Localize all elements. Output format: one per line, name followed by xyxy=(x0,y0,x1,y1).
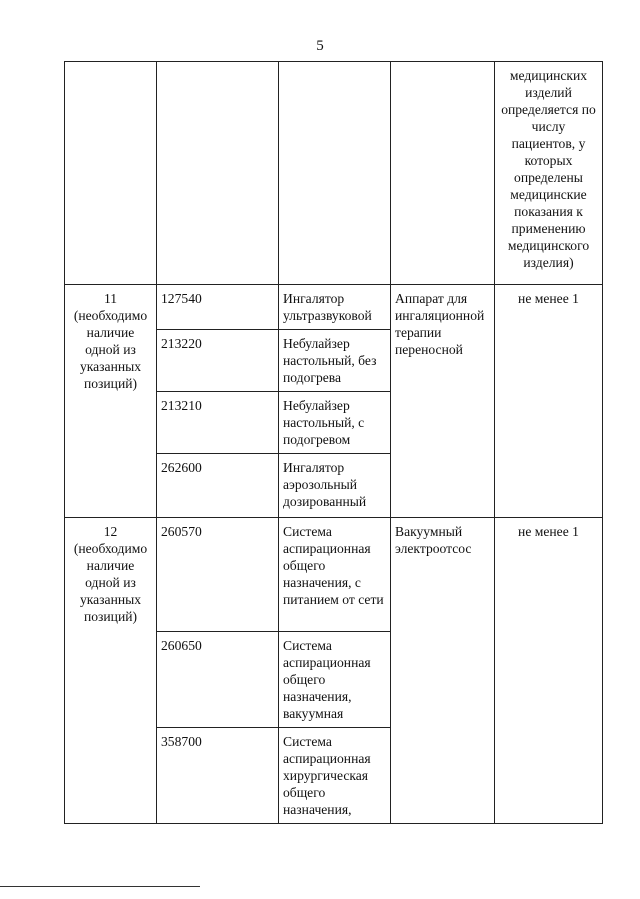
cell-empty xyxy=(157,62,279,285)
code-cell: 213220 xyxy=(157,330,279,392)
equipment-name-cell: Вакуумный электроотсос xyxy=(391,518,495,824)
code-cell: 260650 xyxy=(157,632,279,728)
equipment-name-cell: Аппарат для ингаляционной терапии переносной xyxy=(391,285,495,518)
quantity-cell: не менее 1 xyxy=(495,285,603,518)
code-cell: 213210 xyxy=(157,392,279,454)
position-number-cell: 11 (необходимо наличие одной из указанных позиций) xyxy=(65,285,157,518)
quantity-cell: не менее 1 xyxy=(495,518,603,824)
table-row xyxy=(65,518,603,632)
device-name-cell: Ингалятор аэрозольный дозированный xyxy=(279,454,391,518)
device-name-cell: Система аспирационная общего назначения, с питанием от сети xyxy=(279,518,391,632)
device-name-cell: Небулайзер настольный, с подогревом xyxy=(279,392,391,454)
code-cell: 260570 xyxy=(157,518,279,632)
footnote-divider xyxy=(0,886,200,887)
position-number-cell: 12 (необходимо наличие одной из указанных позиций) xyxy=(65,518,157,824)
code-cell: 262600 xyxy=(157,454,279,518)
page-number: 5 xyxy=(316,38,324,54)
code-cell: 127540 xyxy=(157,285,279,330)
quantity-note-cell: медицинских изделий определяется по числу пациентов, у которых определены медицинские показания к применению медицинского изделия) xyxy=(495,62,603,285)
equipment-table xyxy=(64,61,603,824)
device-name-cell: Система аспирационная хирургическая общего назначения, xyxy=(279,728,391,824)
device-name-cell: Система аспирационная общего назначения, вакуумная xyxy=(279,632,391,728)
cell-empty xyxy=(391,62,495,285)
code-cell: 358700 xyxy=(157,728,279,824)
device-name-cell: Небулайзер настольный, без подогрева xyxy=(279,330,391,392)
cell-empty xyxy=(279,62,391,285)
table-row-continued xyxy=(65,62,603,285)
device-name-cell: Ингалятор ультразвуковой xyxy=(279,285,391,330)
table-row xyxy=(65,285,603,330)
cell-empty xyxy=(65,62,157,285)
